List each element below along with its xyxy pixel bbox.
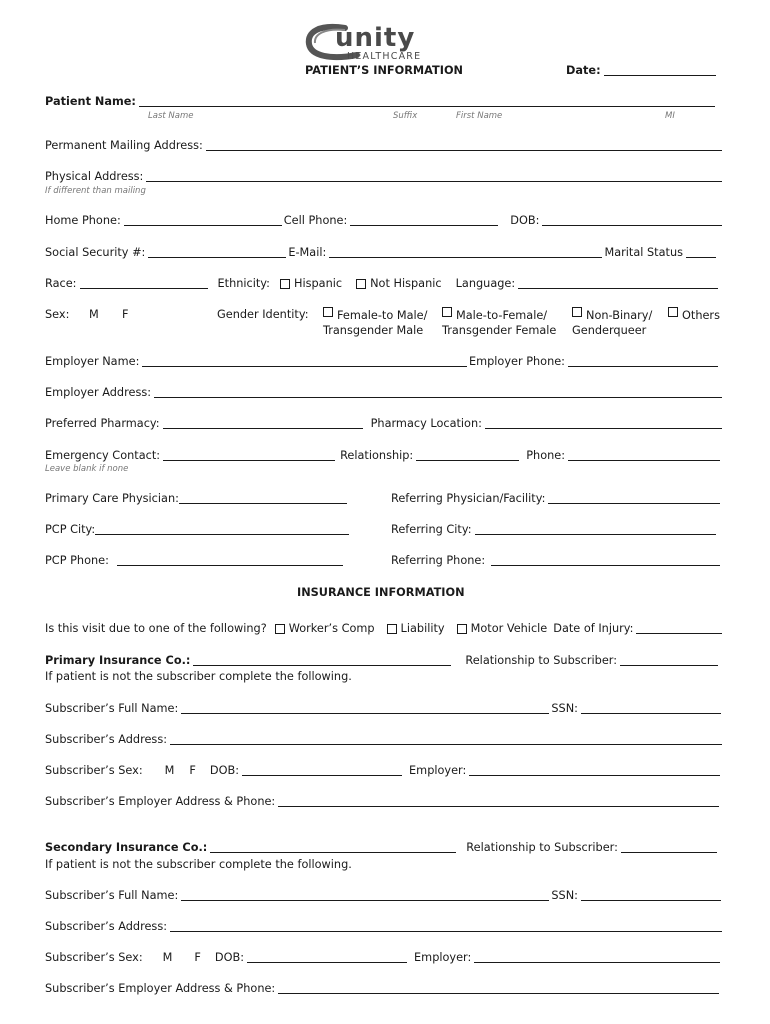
- pharmacy-row: [45, 417, 724, 431]
- home-phone-label: Home Phone:: [45, 214, 121, 227]
- not-hispanic-checkbox[interactable]: [356, 279, 366, 289]
- logo-graphic: [305, 22, 467, 64]
- motor-vehicle-checkbox[interactable]: [457, 624, 467, 634]
- sub-mi: MI: [665, 111, 675, 121]
- unity-healthcare-logo: [305, 22, 467, 67]
- referring-city-label: Referring City:: [391, 523, 472, 536]
- secondary-full-name-label: Subscriber’s Full Name:: [45, 889, 179, 902]
- secondary-insurance-field[interactable]: [210, 841, 456, 853]
- referring-phone-row: [391, 554, 722, 568]
- visit-reason-row: [45, 622, 724, 636]
- ssn-label: Social Security #:: [45, 246, 146, 259]
- emergency-contact-field[interactable]: [163, 449, 335, 461]
- secondary-insurance-row: [45, 841, 719, 855]
- relationship-field[interactable]: [416, 449, 519, 461]
- referring-phone-label: Referring Phone:: [391, 554, 486, 567]
- mtf-label-b: Transgender Female: [442, 324, 557, 337]
- page-title: PATIENT’S INFORMATION: [305, 64, 464, 77]
- pcp-phone-field[interactable]: [117, 554, 343, 566]
- primary-note: If patient is not the subscriber complete the following.: [45, 670, 352, 683]
- referring-city-row: [391, 523, 718, 537]
- employer-address-label: Employer Address:: [45, 386, 152, 399]
- svg-text:HEALTHCARE: [347, 51, 421, 62]
- pcp-city-row: [45, 523, 351, 537]
- primary-dob-field[interactable]: [242, 764, 402, 776]
- secondary-relationship-field[interactable]: [621, 841, 717, 853]
- ssn-field[interactable]: [148, 246, 286, 258]
- primary-employer-address-field[interactable]: [278, 795, 719, 807]
- secondary-ssn-label: SSN:: [551, 889, 578, 902]
- employer-name-label: Employer Name:: [45, 355, 140, 368]
- primary-ssn-field[interactable]: [581, 702, 721, 714]
- email-field[interactable]: [329, 246, 602, 258]
- secondary-ssn-field[interactable]: [581, 889, 721, 901]
- gender-option-mtf: [442, 307, 556, 338]
- primary-ssn-label: SSN:: [551, 702, 578, 715]
- pcp-city-field[interactable]: [95, 523, 349, 535]
- not-hispanic-label: Not Hispanic: [370, 277, 442, 290]
- language-label: Language:: [455, 277, 516, 290]
- date-field[interactable]: [604, 64, 716, 76]
- primary-full-name-label: Subscriber’s Full Name:: [45, 702, 179, 715]
- preferred-pharmacy-field[interactable]: [163, 417, 363, 429]
- injury-date-label: Date of Injury:: [553, 622, 634, 635]
- secondary-employer-label: Employer:: [414, 951, 472, 964]
- secondary-full-name-row: [45, 889, 723, 903]
- home-phone-field[interactable]: [124, 214, 282, 226]
- ssn-row: [45, 246, 718, 260]
- referring-physician-label: Referring Physician/Facility:: [391, 492, 546, 505]
- relationship-label: Relationship:: [340, 449, 414, 462]
- pcp-phone-label: PCP Phone:: [45, 554, 109, 567]
- workers-comp-label: Worker’s Comp: [288, 622, 375, 635]
- emergency-note: Leave blank if none: [45, 464, 129, 474]
- phone-row: [45, 214, 724, 228]
- primary-relationship-field[interactable]: [620, 654, 718, 666]
- injury-date-field[interactable]: [636, 622, 722, 634]
- race-row: [45, 277, 720, 291]
- primary-sex-label: Subscriber’s Sex:: [45, 764, 143, 777]
- nonbinary-label-a: Non-Binary/: [586, 309, 653, 322]
- referring-phone-field[interactable]: [491, 554, 720, 566]
- marital-status-field[interactable]: [686, 246, 716, 258]
- nonbinary-checkbox[interactable]: [572, 307, 582, 317]
- primary-sex-row: [45, 764, 722, 778]
- primary-employer-field[interactable]: [469, 764, 720, 776]
- mtf-checkbox[interactable]: [442, 307, 452, 317]
- emergency-phone-label: Phone:: [526, 449, 566, 462]
- secondary-sex-row: [45, 951, 722, 965]
- secondary-full-name-field[interactable]: [181, 889, 549, 901]
- primary-address-label: Subscriber’s Address:: [45, 733, 168, 746]
- primary-relationship-label: Relationship to Subscriber:: [465, 654, 618, 667]
- race-field[interactable]: [80, 277, 208, 289]
- workers-comp-checkbox[interactable]: [275, 624, 285, 634]
- pharmacy-location-label: Pharmacy Location:: [370, 417, 482, 430]
- emergency-contact-label: Emergency Contact:: [45, 449, 161, 462]
- physical-address-label: Physical Address:: [45, 170, 144, 183]
- employer-address-row: [45, 386, 724, 400]
- language-field[interactable]: [518, 277, 718, 289]
- primary-employer-label: Employer:: [409, 764, 467, 777]
- secondary-employer-address-row: [45, 982, 721, 996]
- employer-phone-label: Employer Phone:: [468, 355, 565, 368]
- secondary-dob-field[interactable]: [247, 951, 407, 963]
- primary-insurance-row: [45, 654, 720, 668]
- physical-address-row: [45, 170, 724, 184]
- primary-insurance-field[interactable]: [193, 654, 451, 666]
- secondary-address-label: Subscriber’s Address:: [45, 920, 168, 933]
- marital-status-label: Marital Status: [604, 246, 683, 259]
- race-label: Race:: [45, 277, 77, 290]
- cell-phone-field[interactable]: [350, 214, 498, 226]
- pcp-phone-row: [45, 554, 345, 568]
- referring-city-field[interactable]: [475, 523, 717, 535]
- referring-row: [391, 492, 722, 506]
- secondary-employer-field[interactable]: [474, 951, 720, 963]
- secondary-insurance-label: Secondary Insurance Co.:: [45, 841, 208, 854]
- gender-option-others: [668, 307, 720, 323]
- secondary-sex-label: Subscriber’s Sex:: [45, 951, 143, 964]
- pharmacy-location-field[interactable]: [485, 417, 722, 429]
- email-label: E-Mail:: [288, 246, 327, 259]
- secondary-note: If patient is not the subscriber complete the following.: [45, 858, 352, 871]
- patient-name-field[interactable]: [139, 95, 715, 107]
- nonbinary-label-b: Genderqueer: [572, 324, 647, 337]
- patient-name-label: Patient Name:: [45, 95, 136, 108]
- emergency-row: [45, 449, 722, 463]
- employer-phone-field[interactable]: [568, 355, 718, 367]
- employer-name-field[interactable]: [142, 355, 467, 367]
- logo-sub: HEALTHCARE: [347, 51, 422, 62]
- employer-address-field[interactable]: [154, 386, 722, 398]
- cell-phone-label: Cell Phone:: [283, 214, 348, 227]
- insurance-title: INSURANCE INFORMATION: [297, 586, 465, 599]
- hispanic-label: Hispanic: [293, 277, 343, 290]
- primary-full-name-row: [45, 702, 723, 716]
- gender-option-nonbinary: [572, 307, 652, 338]
- gender-identity-label: Gender Identity:: [217, 308, 309, 321]
- employer-row: [45, 355, 720, 369]
- sex-m-option[interactable]: M: [89, 308, 99, 321]
- physical-address-note: If different than mailing: [45, 186, 146, 196]
- ftm-label-a: Female-to Male/: [337, 309, 428, 322]
- emergency-phone-field[interactable]: [568, 449, 720, 461]
- primary-dob-label: DOB:: [209, 764, 240, 777]
- referring-physician-field[interactable]: [548, 492, 720, 504]
- secondary-employer-address-label: Subscriber’s Employer Address & Phone:: [45, 982, 276, 995]
- primary-insurance-label: Primary Insurance Co.:: [45, 654, 191, 667]
- pcp-row: [45, 492, 349, 506]
- mailing-address-row: [45, 139, 724, 153]
- primary-full-name-field[interactable]: [181, 702, 549, 714]
- primary-employer-address-label: Subscriber’s Employer Address & Phone:: [45, 795, 276, 808]
- secondary-sex-m[interactable]: M: [162, 951, 173, 964]
- primary-sex-f[interactable]: F: [189, 764, 196, 777]
- others-label: Others: [682, 309, 720, 322]
- primary-address-row: [45, 733, 724, 747]
- liability-checkbox[interactable]: [387, 624, 397, 634]
- pcp-city-label: PCP City:: [45, 523, 96, 536]
- ftm-checkbox[interactable]: [323, 307, 333, 317]
- svg-text:unity: [335, 23, 415, 53]
- secondary-dob-label: DOB:: [214, 951, 245, 964]
- primary-address-field[interactable]: [170, 733, 722, 745]
- ethnicity-label: Ethnicity:: [217, 277, 270, 290]
- secondary-address-row: [45, 920, 724, 934]
- dob-label: DOB:: [510, 214, 540, 227]
- sub-suffix: Suffix: [393, 111, 418, 121]
- secondary-relationship-label: Relationship to Subscriber:: [466, 841, 618, 854]
- secondary-employer-address-field[interactable]: [278, 982, 719, 994]
- visit-question: Is this visit due to one of the following?: [45, 622, 267, 635]
- ftm-label-b: Transgender Male: [323, 324, 424, 337]
- mailing-address-field[interactable]: [206, 139, 722, 151]
- patient-name-row: [45, 95, 717, 109]
- secondary-sex-f[interactable]: F: [194, 951, 201, 964]
- secondary-address-field[interactable]: [170, 920, 722, 932]
- primary-sex-m[interactable]: M: [164, 764, 175, 777]
- liability-label: Liability: [400, 622, 445, 635]
- dob-field[interactable]: [542, 214, 722, 226]
- pcp-field[interactable]: [179, 492, 347, 504]
- date-row: [566, 64, 718, 78]
- sex-label: Sex:: [45, 308, 70, 321]
- mailing-address-label: Permanent Mailing Address:: [45, 139, 203, 152]
- primary-employer-address-row: [45, 795, 721, 809]
- physical-address-field[interactable]: [146, 170, 722, 182]
- pcp-label: Primary Care Physician:: [45, 492, 179, 505]
- sub-last-name: Last Name: [148, 111, 194, 121]
- sex-f-option[interactable]: F: [122, 308, 129, 321]
- others-checkbox[interactable]: [668, 307, 678, 317]
- sub-first-name: First Name: [456, 111, 503, 121]
- gender-option-ftm: [323, 307, 427, 338]
- motor-vehicle-label: Motor Vehicle: [470, 622, 548, 635]
- date-label: Date:: [566, 64, 601, 77]
- hispanic-checkbox[interactable]: [280, 279, 290, 289]
- preferred-pharmacy-label: Preferred Pharmacy:: [45, 417, 160, 430]
- logo-word: unity: [335, 23, 416, 53]
- mtf-label-a: Male-to-Female/: [456, 309, 548, 322]
